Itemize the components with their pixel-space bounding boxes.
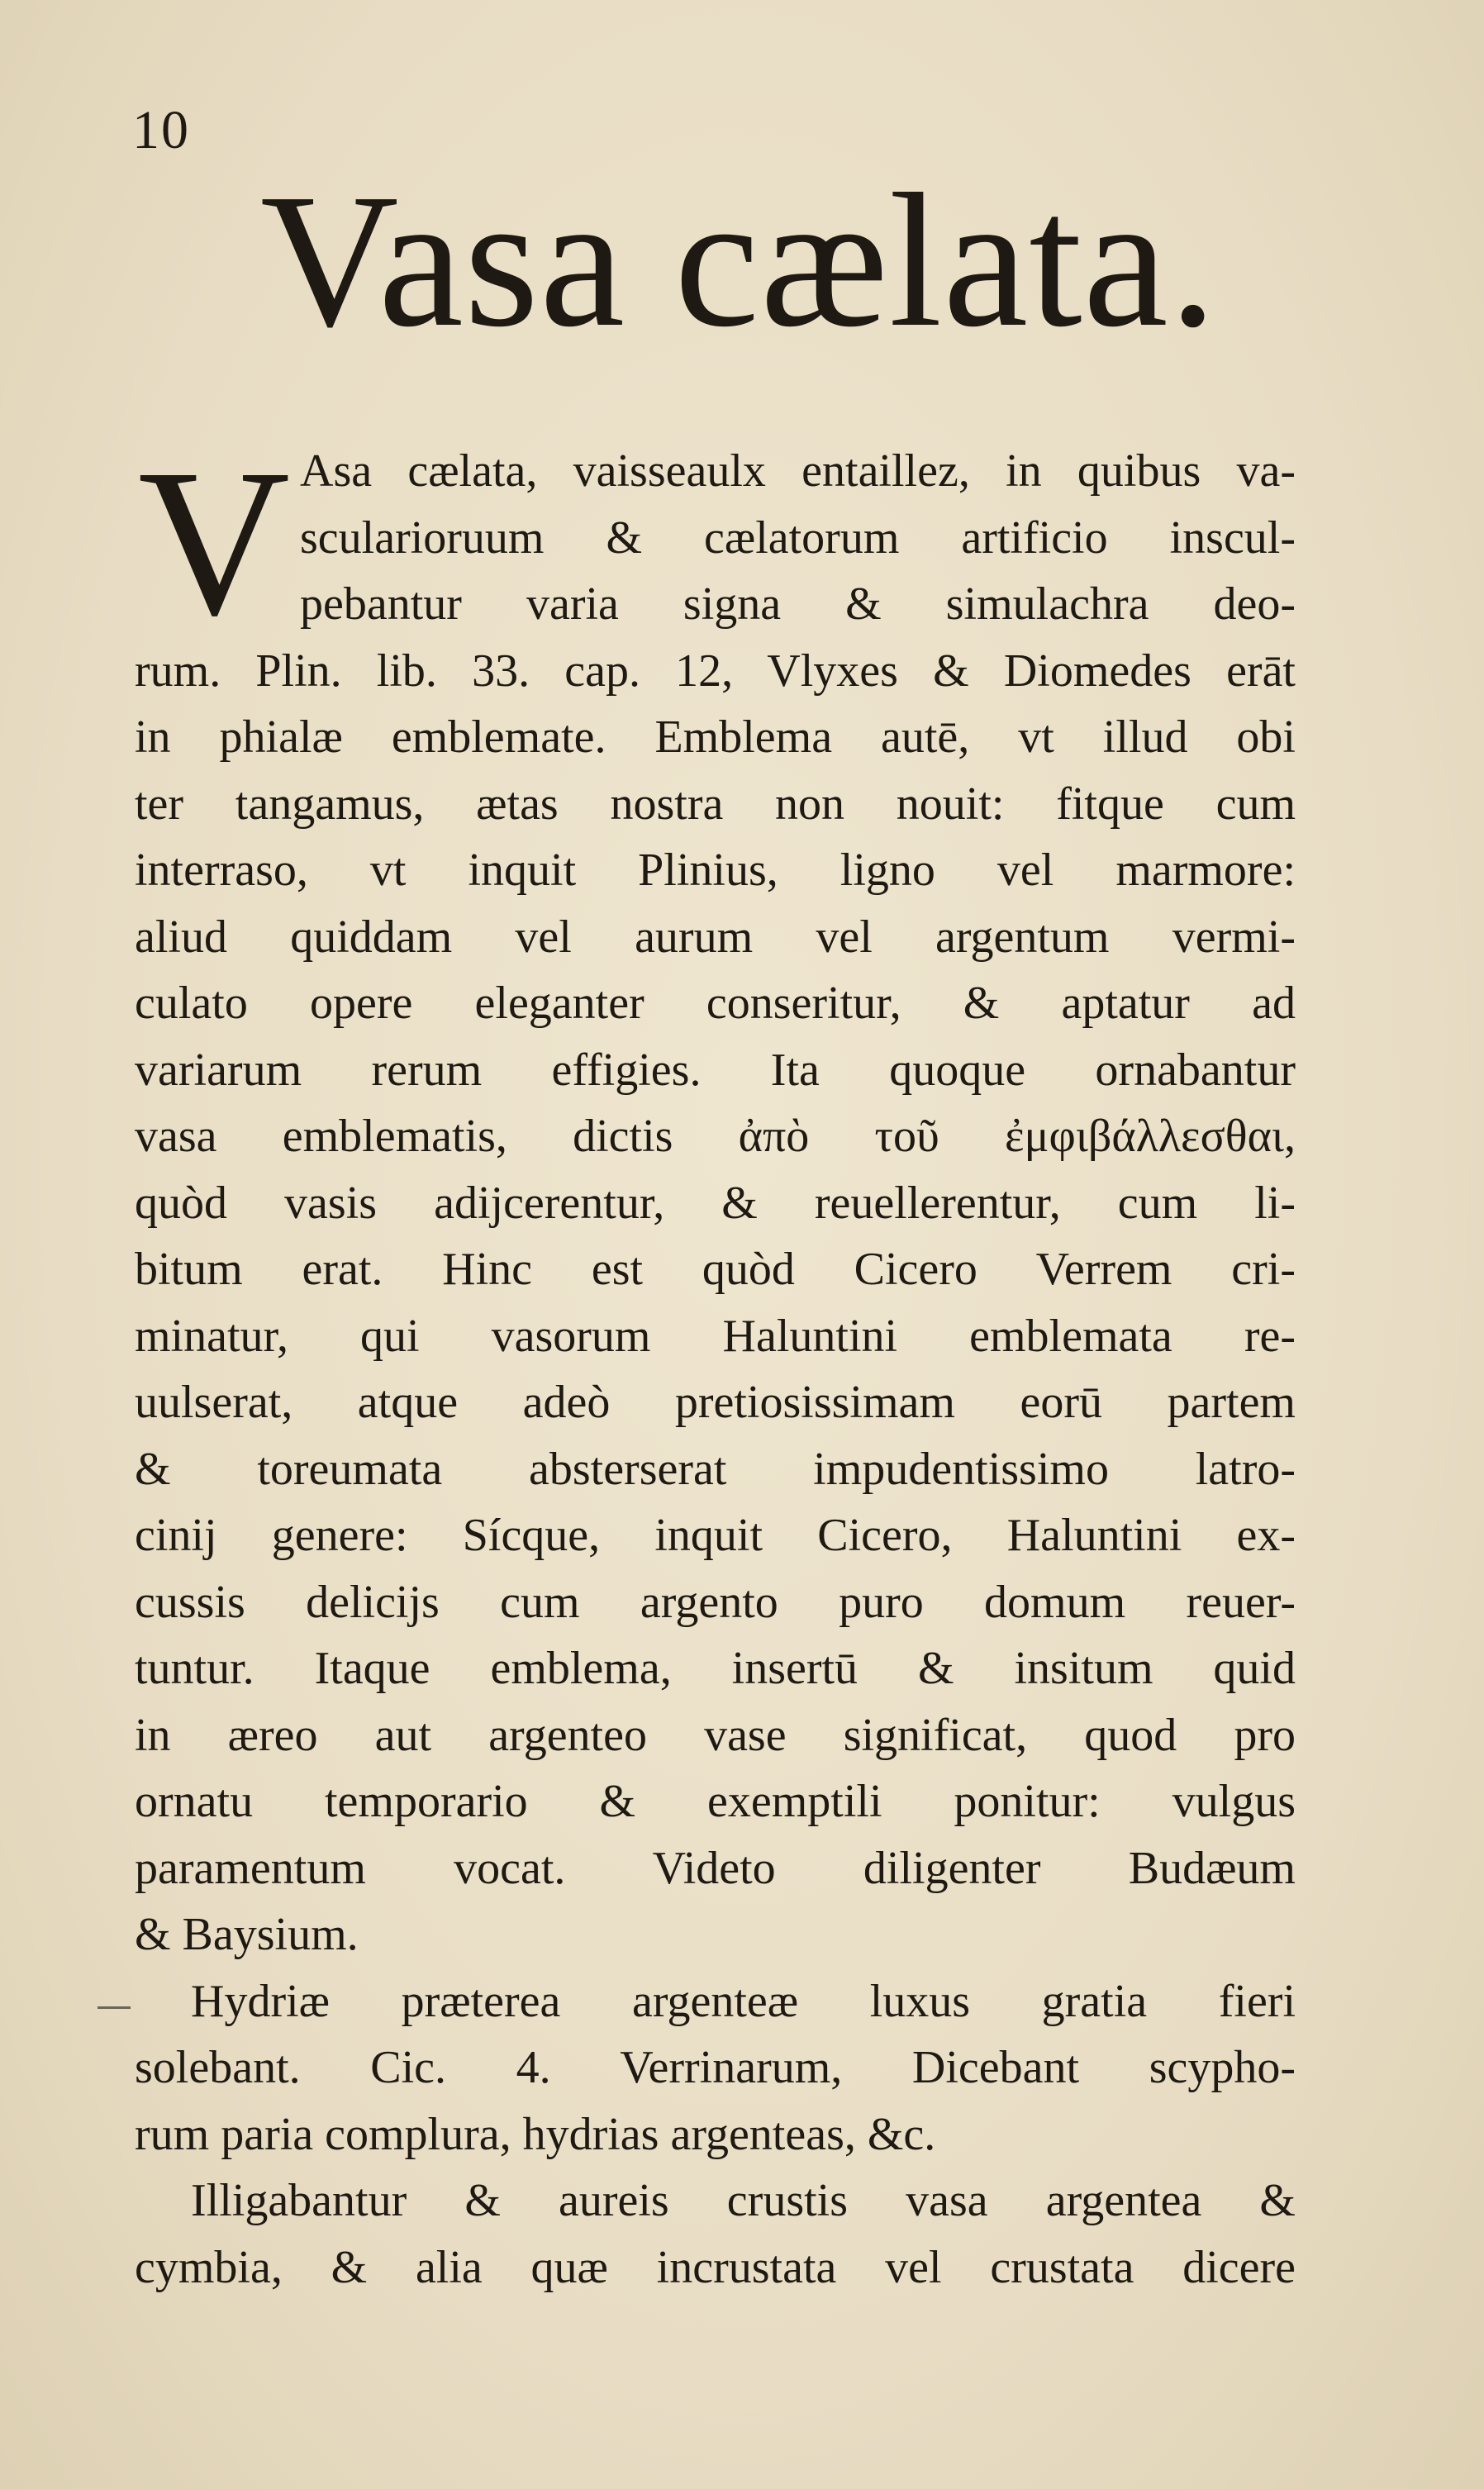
page-title: Vasa cælata.: [260, 155, 1218, 367]
body-text: [135, 426, 1296, 2301]
text-line: & toreumata absterserat impudentissimo latro-: [135, 1443, 1296, 1495]
text-line: cussis delicijs cum argento puro domum reuer-: [135, 1576, 1296, 1628]
text-line: Hydriæ præterea argenteæ luxus gratia fieri: [191, 1975, 1296, 2027]
text-line: pebantur varia signa & simulachra deo-: [300, 578, 1296, 630]
text-line: variarum rerum effigies. Ita quoque ornabantur: [135, 1044, 1296, 1096]
text-line: cymbia, & alia quæ incrustata vel crustata dicere: [135, 2241, 1296, 2293]
text-line: paramentum vocat. Videto diligenter Budæum: [135, 1842, 1296, 1894]
text-line: tuntur. Itaque emblema, insertū & insitum quid: [135, 1643, 1296, 1694]
text-line: rum. Plin. lib. 33. cap. 12, Vlyxes & Diomedes erāt: [135, 645, 1296, 697]
text-line: ter tangamus, ætas nostra non nouit: fitque cum: [135, 778, 1296, 830]
text-line: solebant. Cic. 4. Verrinarum, Dicebant scypho-: [135, 2042, 1296, 2093]
text-line: & Baysium.: [135, 1909, 359, 1960]
text-line: culato opere eleganter conseritur, & aptatur ad: [135, 978, 1296, 1029]
text-line: uulserat, atque adeò pretiosissimam eorū partem: [135, 1377, 1296, 1428]
text-line: vasa emblematis, dictis ἀπὸ τοῦ ἐμφιβάλλεσθαι,: [135, 1111, 1296, 1162]
text-line: rum paria complura, hydrias argenteas, &c.: [135, 2108, 936, 2160]
page-number: 10: [132, 100, 190, 160]
text-line: interraso, vt inquit Plinius, ligno vel marmore:: [135, 845, 1296, 896]
text-line: quòd vasis adijcerentur, & reuellerentur, cum li-: [135, 1177, 1296, 1229]
text-line: ornatu temporario & exemptili ponitur: vulgus: [135, 1776, 1296, 1827]
margin-mark: [98, 2006, 131, 2009]
text-line: minatur, qui vasorum Haluntini emblemata re-: [135, 1310, 1296, 1362]
text-line: aliud quiddam vel aurum vel argentum vermi-: [135, 911, 1296, 963]
text-line: Asa cælata, vaisseaulx entaillez, in quibus va-: [300, 445, 1296, 497]
text-line: in phialæ emblemate. Emblema autē, vt illud obi: [135, 711, 1296, 763]
text-line: in æreo aut argenteo vase significat, quod pro: [135, 1709, 1296, 1761]
text-line: Illigabantur & aureis crustis vasa argentea &: [191, 2175, 1296, 2226]
text-line: scularioruum & cælatorum artificio inscul-: [300, 512, 1296, 564]
drop-cap: V: [138, 426, 291, 659]
text-line: bitum erat. Hinc est quòd Cicero Verrem cri-: [135, 1244, 1296, 1295]
text-line: cinij genere: Sícque, inquit Cicero, Haluntini ex-: [135, 1510, 1296, 1561]
